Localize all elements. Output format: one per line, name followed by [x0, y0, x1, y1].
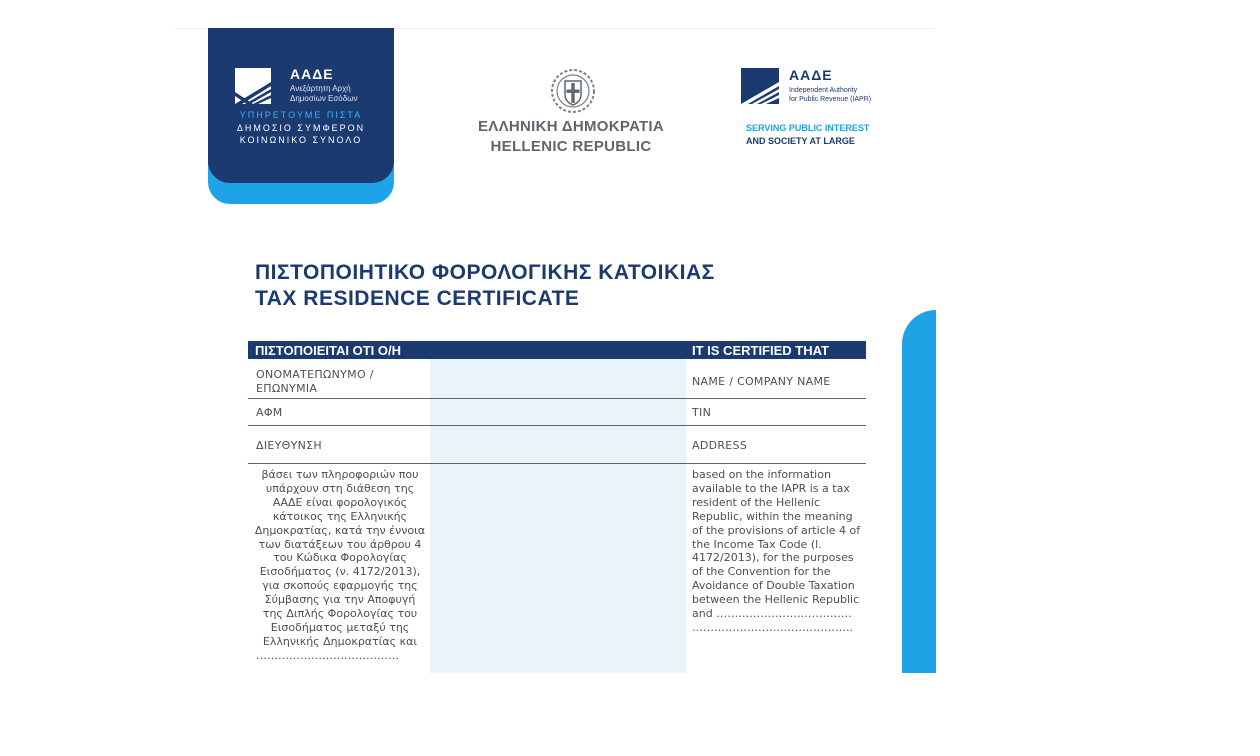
text-line: between the Hellenic Republic: [692, 593, 860, 607]
text-line: Δημοκρατίας, κατά την έννοια: [254, 523, 426, 537]
text-line: για σκοπούς εφαρμογής της: [262, 579, 418, 593]
text-line: and ……………………………….: [692, 607, 852, 621]
certification-text-greek: [250, 468, 430, 663]
text-line: Εισοδήματος (ν. 4172/2013),: [259, 565, 421, 579]
iapr-subtitle-line1: Independent Authority: [789, 87, 858, 94]
logo-tagline-1: ΥΠΗΡΕΤΟΥΜΕ ΠΙΣΤΑ: [239, 110, 363, 120]
text-line: Εισοδήματος μεταξύ της: [270, 620, 410, 634]
row-name-greek-line2: ΕΠΩΝΥΜΙΑ: [256, 382, 318, 395]
iapr-subtitle-line2: for Public Revenue (IAPR): [789, 96, 872, 103]
hellenic-republic-english: HELLENIC REPUBLIC: [490, 138, 652, 155]
logo-tagline-2: ΔΗΜΟΣΙΟ ΣΥΜΦΕΡΟΝ: [236, 123, 366, 133]
iapr-tagline-2: AND SOCIETY AT LARGE: [746, 136, 855, 146]
logo-subtitle: [290, 84, 357, 104]
logo-tagline-3: ΚΟΙΝΩΝΙΚΟ ΣΥΝΟΛΟ: [239, 135, 363, 145]
logo-brand: ΑΑΔΕ: [290, 66, 334, 82]
iapr-brand: ΑΑΔΕ: [789, 67, 833, 83]
row-address-greek: ΔΙΕΥΘΥΝΣΗ: [256, 439, 322, 452]
text-line: κάτοικος της Ελληνικής: [272, 509, 408, 523]
certificate-value-column: [430, 359, 686, 673]
text-line: resident of the Hellenic: [692, 495, 821, 509]
aade-mark-icon: [235, 68, 271, 104]
text-line: Republic, within the meaning: [692, 509, 853, 523]
hellenic-republic-greek: ΕΛΛΗΝΙΚΗ ΔΗΜΟΚΡΑΤΙΑ: [477, 118, 665, 135]
header-label-english: IT IS CERTIFIED THAT: [692, 343, 829, 358]
iapr-mark-icon: [741, 68, 779, 104]
logo-subtitle-line2: Δημοσίων Εσόδων: [290, 94, 358, 103]
text-line: του Κώδικα Φορολογίας: [273, 551, 407, 565]
row-tin-greek: ΑΦΜ: [256, 406, 283, 419]
certification-text-english: [692, 468, 872, 635]
text-line: της Διπλής Φορολογίας του: [262, 607, 418, 621]
greek-coat-of-arms-icon: [550, 68, 596, 114]
iapr-tagline-1: SERVING PUBLIC INTEREST: [746, 123, 870, 133]
text-line: of the provisions of article 4 of: [692, 523, 861, 537]
text-line: the Income Tax Code (l.: [692, 537, 822, 551]
row-name-greek-line1: ΟΝΟΜΑΤΕΠΩΝΥΜΟ /: [256, 368, 374, 381]
text-line: of the Convention for the: [692, 565, 831, 579]
header-label-greek: ΠΙΣΤΟΠΟΙΕΙΤΑΙ ΟΤΙ Ο/Η: [255, 343, 401, 358]
table-header: [248, 341, 866, 359]
text-line: Σύμβασης για την Αποφυγή: [264, 593, 416, 607]
logo-navy-block: [208, 28, 394, 183]
text-line: των διατάξεων του άρθρου 4: [258, 537, 422, 551]
certificate-title-english: TAX RESIDENCE CERTIFICATE: [255, 287, 580, 310]
text-line: ΑΑΔΕ είναι φορολογικός: [272, 495, 408, 509]
text-line: υπάρχουν στη διάθεση της: [265, 481, 415, 495]
iapr-subtitle: [789, 86, 871, 104]
row-divider: [248, 463, 866, 464]
row-address-english: ADDRESS: [692, 439, 748, 452]
certificate-title-greek: ΠΙΣΤΟΠΟΙΗΤΙΚΟ ΦΟΡΟΛΟΓΙΚΗΣ ΚΑΤΟΙΚΙΑΣ: [255, 261, 715, 284]
text-line: …………………………………: [256, 648, 399, 662]
text-line: ……………………………………..: [692, 620, 853, 634]
text-line: available to the IAPR is a tax: [692, 481, 850, 495]
text-line: based on the information: [692, 468, 831, 481]
text-line: Avoidance of Double Taxation: [692, 579, 855, 593]
logo-subtitle-line1: Ανεξάρτητη Αρχή: [290, 84, 351, 93]
row-divider: [248, 425, 866, 426]
row-divider: [248, 398, 866, 399]
row-name-english: NAME / COMPANY NAME: [692, 375, 831, 388]
text-line: 4172/2013), for the purposes: [692, 551, 854, 565]
decorative-side-bar: [902, 310, 936, 673]
text-line: βάσει των πληροφοριών που: [261, 468, 419, 481]
text-line: Ελληνικής Δημοκρατίας και: [262, 634, 418, 648]
aade-logo-greek: [208, 28, 394, 204]
row-tin-english: TIN: [692, 406, 712, 419]
